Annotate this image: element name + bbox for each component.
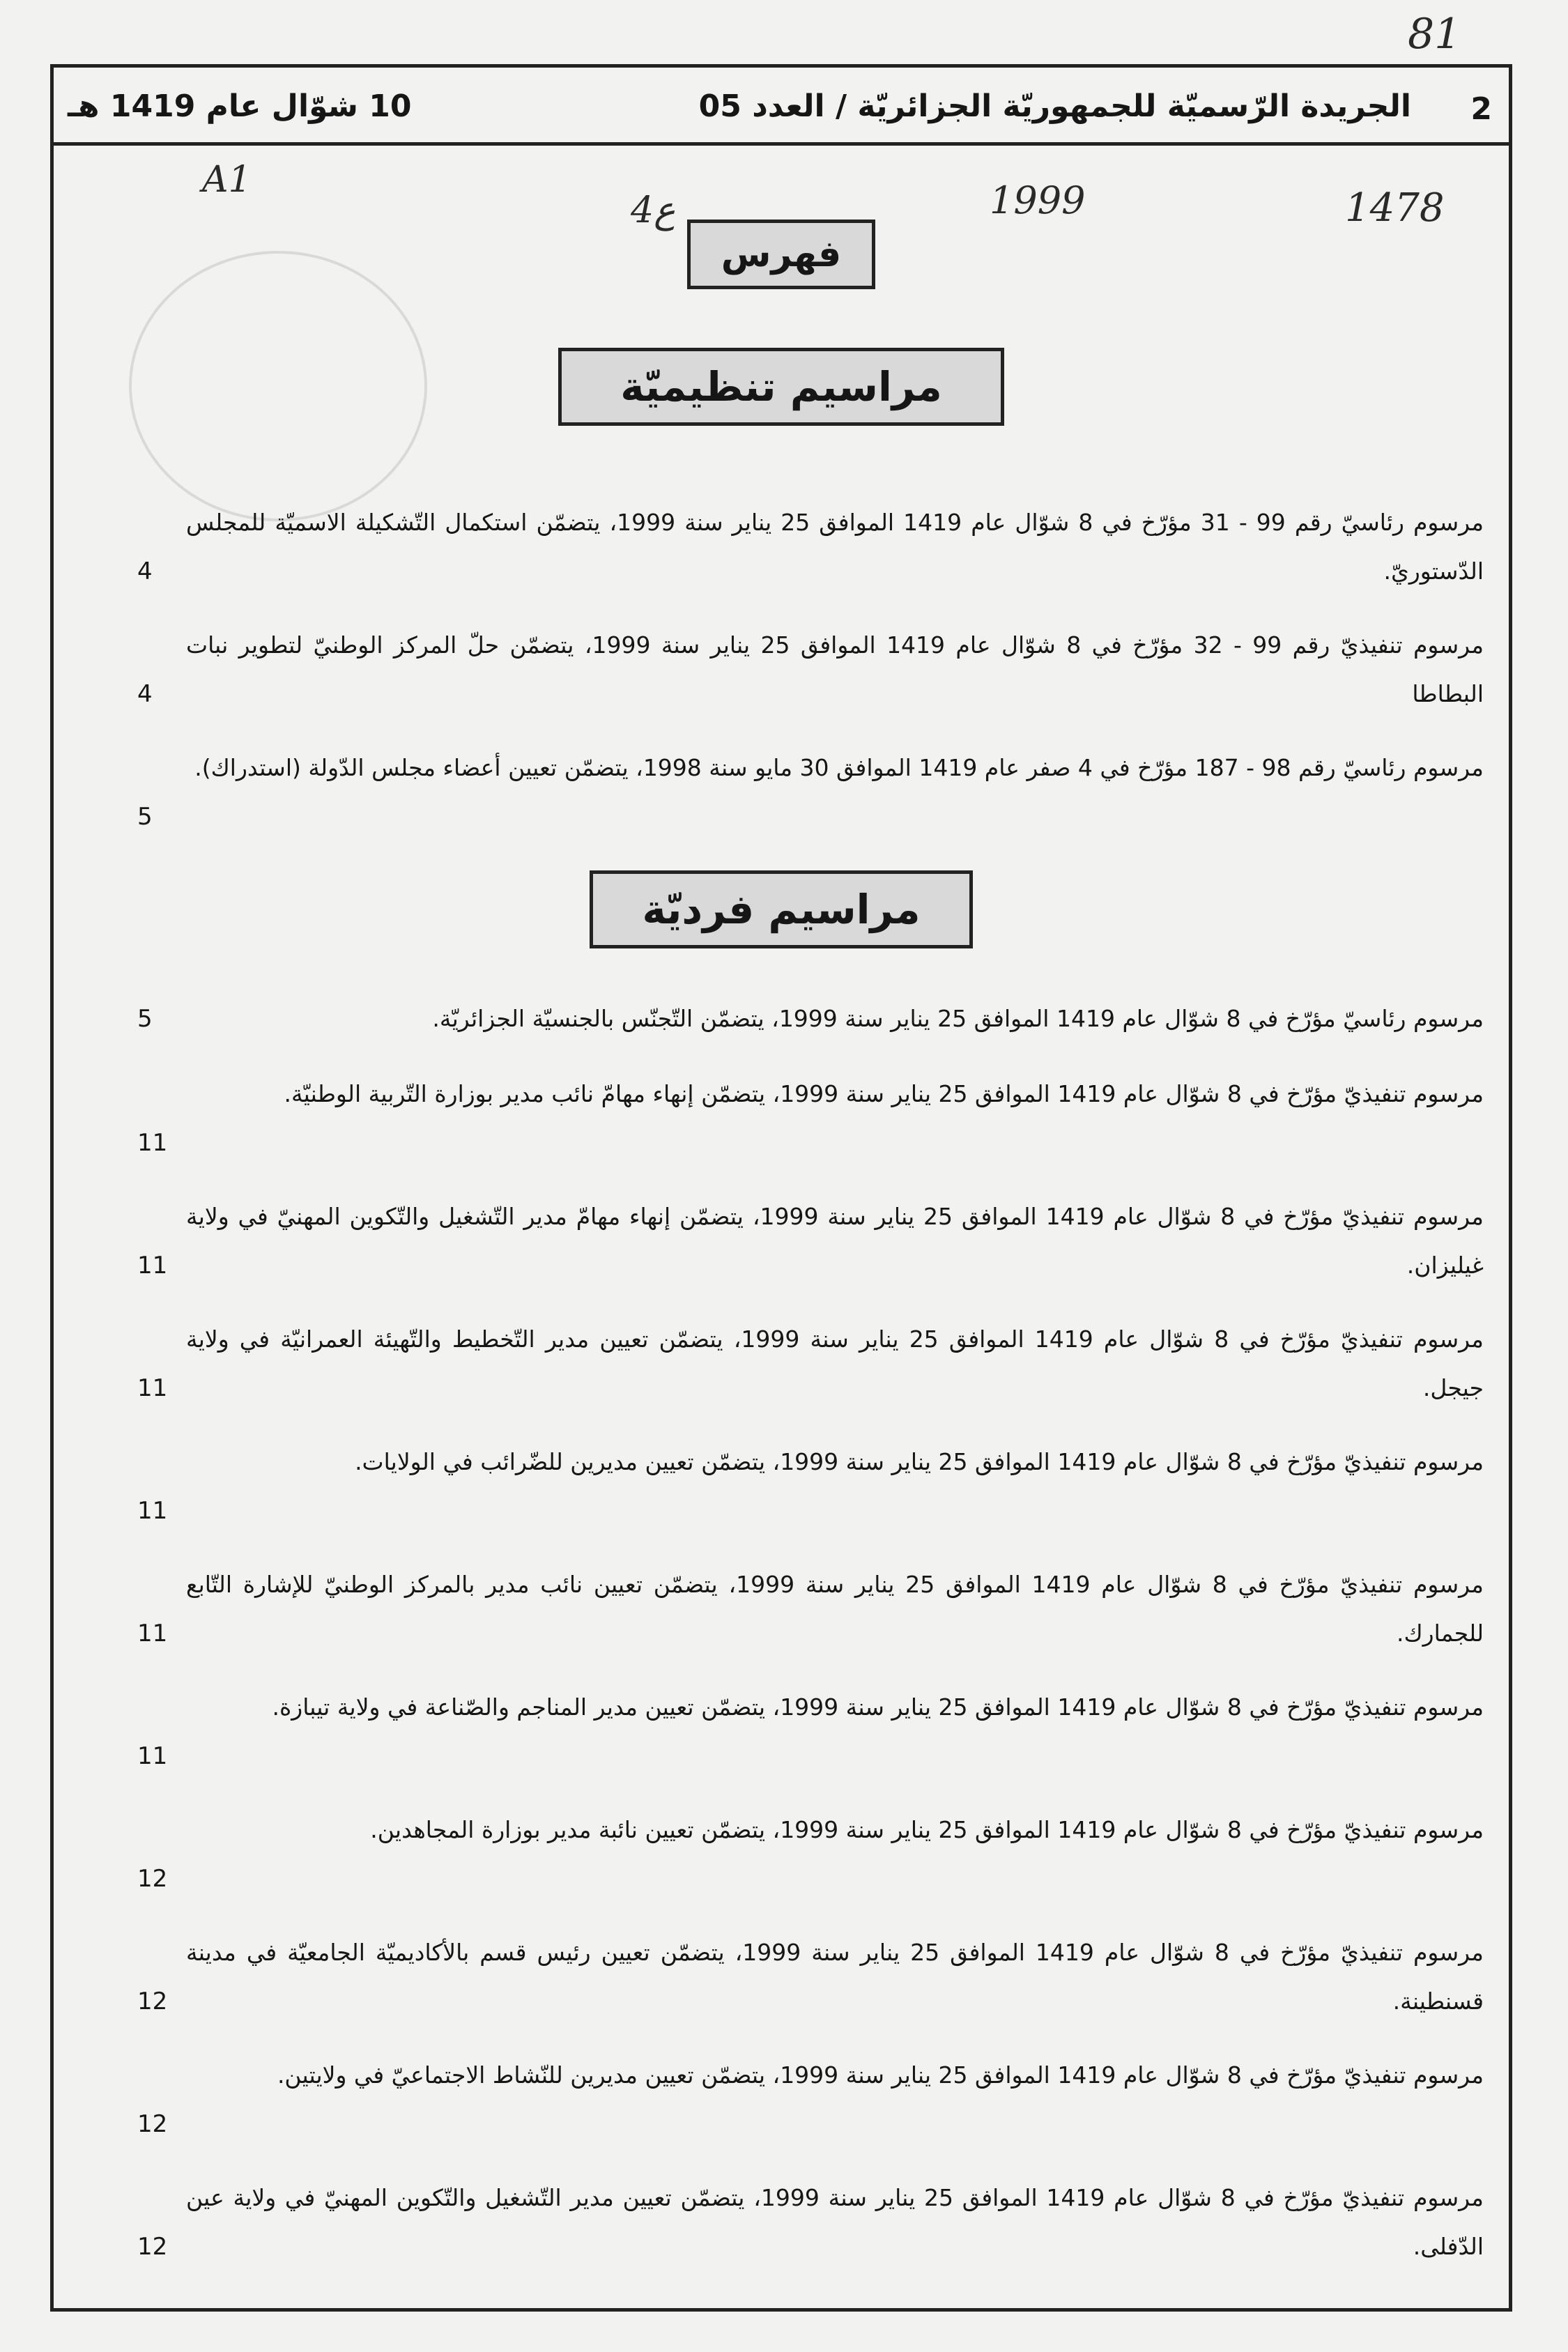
toc-entry[interactable]	[82, 994, 1484, 1070]
entry-page-number: 11	[137, 1374, 168, 1402]
individual-decrees-list	[82, 994, 1484, 2296]
entry-page-number: 12	[137, 1865, 168, 1893]
entry-text: مرسوم تنفيذيّ مؤرّخ في 8 شوّال عام 1419 الموافق 25 يناير سنة 1999، يتضمّن تعيين مدير التّشغيل والتّكوين المهنيّ في ولاية عين الدّفلى.	[186, 2184, 1484, 2260]
page-number: 2	[1470, 91, 1492, 127]
entry-text: مرسوم تنفيذيّ مؤرّخ في 8 شوّال عام 1419 الموافق 25 يناير سنة 1999، يتضمّن إنهاء مهامّ نائب مدير بوزارة التّربية الوطنيّة.	[284, 1080, 1484, 1107]
entry-page-number: 4	[137, 558, 153, 585]
handwritten-note-mid: 4ع	[631, 190, 676, 231]
toc-entry[interactable]	[82, 1438, 1484, 1560]
entry-page-number: 11	[137, 1497, 168, 1525]
entry-page-number: 4	[137, 680, 153, 708]
toc-entry[interactable]	[82, 1070, 1484, 1192]
entry-text: مرسوم تنفيذيّ مؤرّخ في 8 شوّال عام 1419 الموافق 25 يناير سنة 1999، يتضمّن تعيين مدير التّخطيط والتّهيئة العمرانيّة في ولاية جيجل.	[186, 1325, 1484, 1401]
regulatory-decrees-list	[82, 498, 1484, 866]
entry-text: مرسوم رئاسيّ مؤرّخ في 8 شوّال عام 1419 الموافق 25 يناير سنة 1999، يتضمّن التّجنّس بالجنسيّة الجزائريّة.	[432, 1005, 1484, 1032]
entry-page-number: 11	[137, 1620, 168, 1647]
gazette-header	[54, 68, 1509, 146]
entry-page-number: 12	[137, 2110, 168, 2138]
toc-entry[interactable]	[82, 1192, 1484, 1315]
entry-page-number: 11	[137, 1129, 168, 1157]
entry-page-number: 11	[137, 1742, 168, 1770]
entry-text: مرسوم تنفيذيّ مؤرّخ في 8 شوّال عام 1419 الموافق 25 يناير سنة 1999، يتضمّن تعيين مديرين للضّرائب في الولايات.	[355, 1448, 1484, 1475]
entry-page-number: 12	[137, 1988, 168, 2015]
entry-page-number: 5	[137, 803, 153, 831]
toc-entry[interactable]	[82, 2174, 1484, 2296]
toc-entry[interactable]	[82, 2051, 1484, 2174]
section-heading-regulatory: مراسيم تنظيميّة	[558, 348, 1004, 426]
entry-page-number: 5	[137, 1005, 153, 1033]
handwritten-note-year: 1999	[990, 178, 1086, 222]
toc-entry[interactable]	[82, 1315, 1484, 1438]
toc-entry[interactable]	[82, 621, 1484, 744]
entry-page-number: 12	[137, 2233, 168, 2261]
entry-text: مرسوم تنفيذيّ مؤرّخ في 8 شوّال عام 1419 الموافق 25 يناير سنة 1999، يتضمّن تعيين رئيس قسم بالأكاديميّة الجامعيّة في مدينة قسنطينة.	[186, 1939, 1484, 2015]
page-frame	[50, 64, 1512, 2312]
entry-text: مرسوم تنفيذيّ مؤرّخ في 8 شوّال عام 1419 الموافق 25 يناير سنة 1999، يتضمّن تعيين نائبة مدير بوزارة المجاهدين.	[370, 1816, 1484, 1843]
entry-page-number: 11	[137, 1252, 168, 1279]
entry-text: مرسوم تنفيذيّ مؤرّخ في 8 شوّال عام 1419 الموافق 25 يناير سنة 1999، يتضمّن إنهاء مهامّ مدير التّشغيل والتّكوين المهنيّ في ولاية غيليزان.	[186, 1203, 1484, 1279]
handwritten-note-right: 1478	[1345, 185, 1445, 231]
issue-date: 10 شوّال عام 1419 هـ	[68, 89, 412, 124]
section-heading-individual: مراسيم فرديّة	[590, 870, 973, 948]
handwritten-corner-number: 81	[1408, 10, 1461, 59]
index-title: فهرس	[687, 220, 875, 289]
entry-text: مرسوم تنفيذيّ رقم 99 - 32 مؤرّخ في 8 شوّال عام 1419 الموافق 25 يناير سنة 1999، يتضمّن حلّ المركز الوطنيّ لتطوير نبات البطاطا	[186, 631, 1484, 707]
toc-entry[interactable]	[82, 1806, 1484, 1928]
toc-entry[interactable]	[82, 1560, 1484, 1683]
toc-entry[interactable]	[82, 1683, 1484, 1806]
toc-entry[interactable]	[82, 498, 1484, 621]
handwritten-note-left: A1	[202, 159, 252, 201]
gazette-title: الجريدة الرّسميّة للجمهوريّة الجزائريّة / العدد 05	[698, 89, 1411, 124]
entry-text: مرسوم تنفيذيّ مؤرّخ في 8 شوّال عام 1419 الموافق 25 يناير سنة 1999، يتضمّن تعيين مدير المناجم والصّناعة في ولاية تيبازة.	[272, 1693, 1484, 1721]
entry-text: مرسوم رئاسيّ رقم 98 - 187 مؤرّخ في 4 صفر عام 1419 الموافق 30 مايو سنة 1998، يتضمّن تعيين أعضاء مجلس الدّولة (استدراك).	[194, 754, 1484, 781]
toc-entry[interactable]	[82, 744, 1484, 866]
entry-text: مرسوم تنفيذيّ مؤرّخ في 8 شوّال عام 1419 الموافق 25 يناير سنة 1999، يتضمّن تعيين نائب مدير بالمركز الوطنيّ للإشارة التّابع للجمارك.	[186, 1571, 1484, 1647]
entry-text: مرسوم رئاسيّ رقم 99 - 31 مؤرّخ في 8 شوّال عام 1419 الموافق 25 يناير سنة 1999، يتضمّن استكمال التّشكيلة الاسميّة للمجلس الدّستوريّ.	[186, 509, 1484, 585]
toc-entry[interactable]	[82, 1928, 1484, 2051]
entry-text: مرسوم تنفيذيّ مؤرّخ في 8 شوّال عام 1419 الموافق 25 يناير سنة 1999، يتضمّن تعيين مديرين للنّشاط الاجتماعيّ في ولايتين.	[277, 2061, 1484, 2089]
